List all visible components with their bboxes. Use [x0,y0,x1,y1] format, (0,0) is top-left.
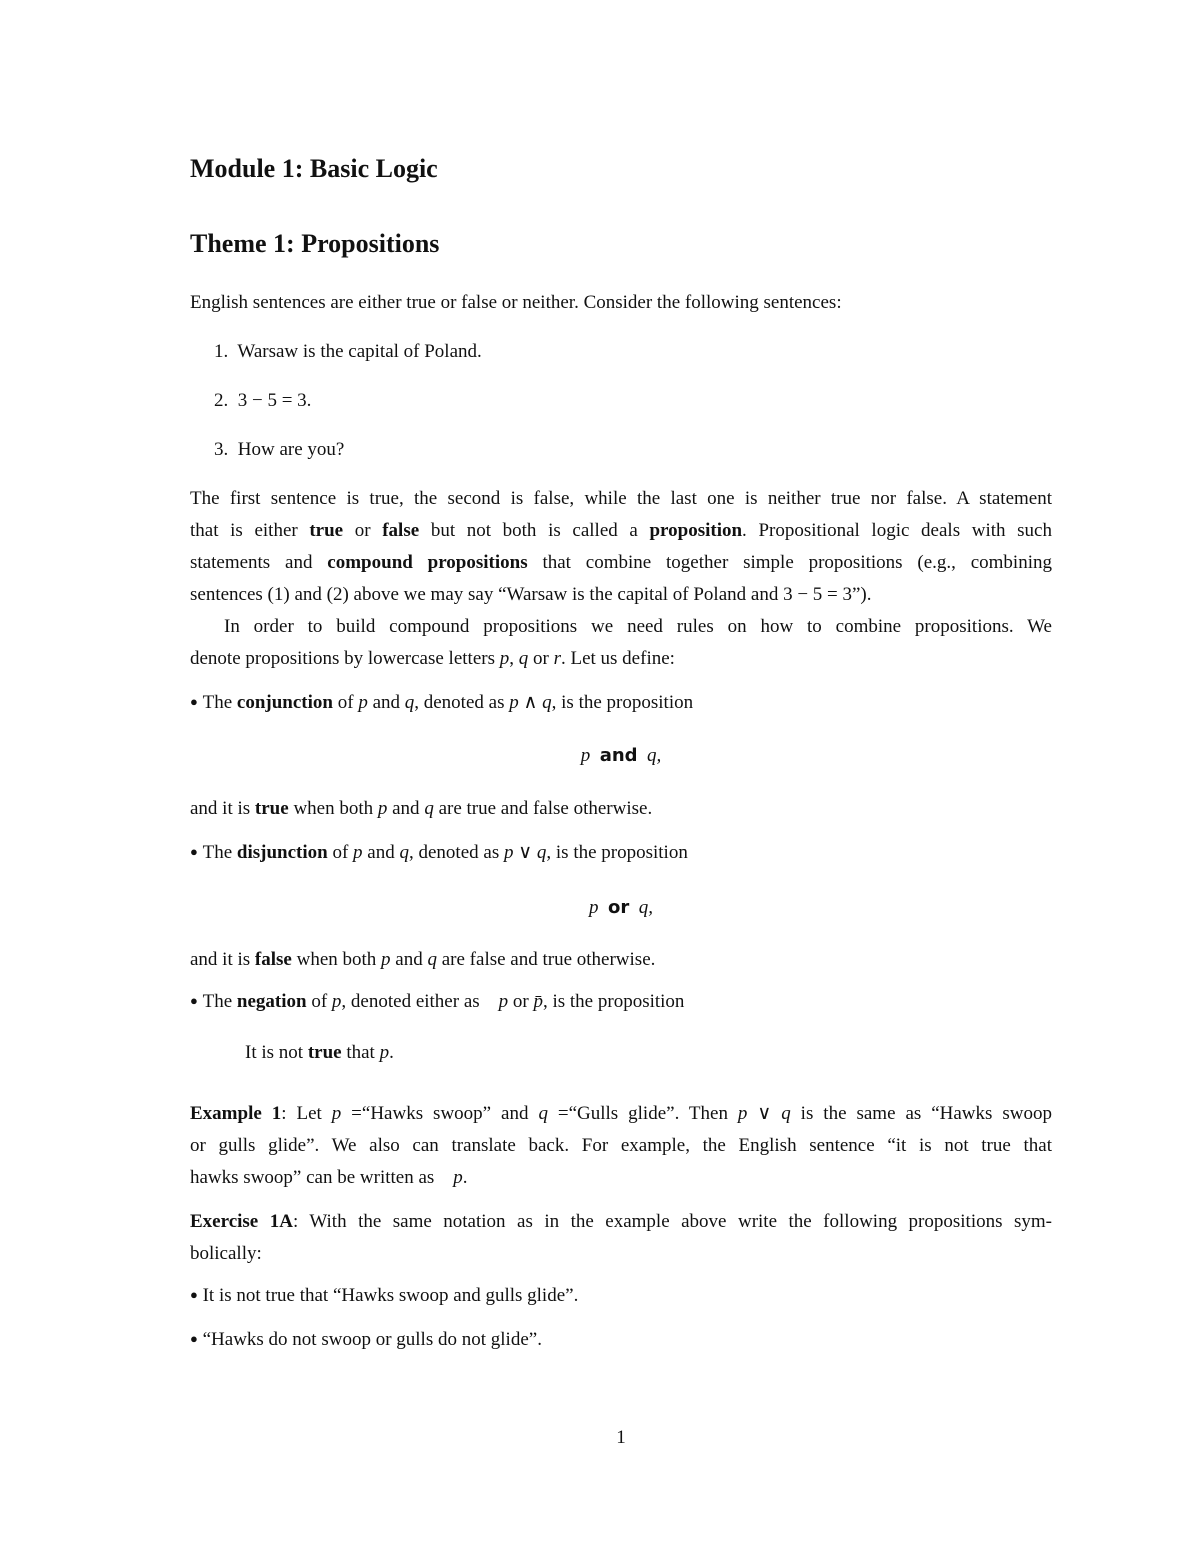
example-line: or gulls glide”. We also can translate back. For example, the English sentence “it is not true that [190,1135,1052,1156]
definition-negation: ● The negation of p, denoted either as p or p̄, is the proposition [190,991,685,1012]
list-text: Warsaw is the capital of Poland. [237,341,482,362]
paragraph-line: In order to build compound propositions we need rules on how to combine propositions. We [224,616,1052,637]
paragraph-line: and it is false when both p and q are false and true otherwise. [190,949,656,970]
bullet-icon: ● [190,1287,198,1302]
list-number: 3. [214,439,229,460]
bullet-icon: ● [190,694,198,709]
exercise-line: Exercise 1A: With the same notation as in the example above write the following propositions sym- [190,1211,1052,1232]
list-item [214,342,482,361]
paragraph-line: and it is true when both p and q are true and false otherwise. [190,798,653,819]
exercise-item: ● “Hawks do not swoop or gulls do not glide”. [190,1329,542,1350]
example-line: Example 1: Let p =“Hawks swoop” and q =“Gulls glide”. Then p ∨ q is the same as “Hawks swoop [190,1103,1052,1124]
module-title: Module 1: Basic Logic [190,154,438,183]
paragraph-line: The first sentence is true, the second is false, while the last one is neither true nor false. A statement [190,488,1052,509]
display-formula: It is not true that p. [245,1042,394,1063]
list-number: 2. [214,390,229,411]
display-formula: p or q, [589,897,653,918]
definition-conjunction: ● The conjunction of p and q, denoted as p ∧ q, is the proposition [190,692,694,713]
list-item [214,391,311,410]
theme-title: Theme 1: Propositions [190,229,440,258]
paragraph-line: denote propositions by lowercase letters p, q or r. Let us define: [190,648,675,669]
exercise-item: ● It is not true that “Hawks swoop and gulls glide”. [190,1285,579,1306]
paragraph-line: statements and compound propositions that combine together simple propositions (e.g., combining [190,552,1052,573]
list-text: How are you? [237,439,345,460]
page-number: 1 [616,1427,626,1448]
intro-text: English sentences are either true or false or neither. Consider the following sentences: [190,292,842,313]
bullet-icon: ● [190,1331,198,1346]
paragraph-line: that is either true or false but not both is called a proposition. Propositional logic deals with such [190,520,1052,541]
exercise-line: bolically: [190,1243,262,1264]
list-text: 3 − 5 = 3. [237,390,312,411]
definition-disjunction: ● The disjunction of p and q, denoted as p ∨ q, is the proposition [190,842,688,863]
document-page [190,0,1052,1553]
list-item [214,440,344,459]
list-number: 1. [214,341,229,362]
example-line: hawks swoop” can be written as p. [190,1167,468,1188]
bullet-icon: ● [190,844,198,859]
paragraph-line: sentences (1) and (2) above we may say “Warsaw is the capital of Poland and 3 − 5 = 3”). [190,584,872,605]
display-formula: p and q, [580,745,662,766]
bullet-icon: ● [190,993,198,1008]
